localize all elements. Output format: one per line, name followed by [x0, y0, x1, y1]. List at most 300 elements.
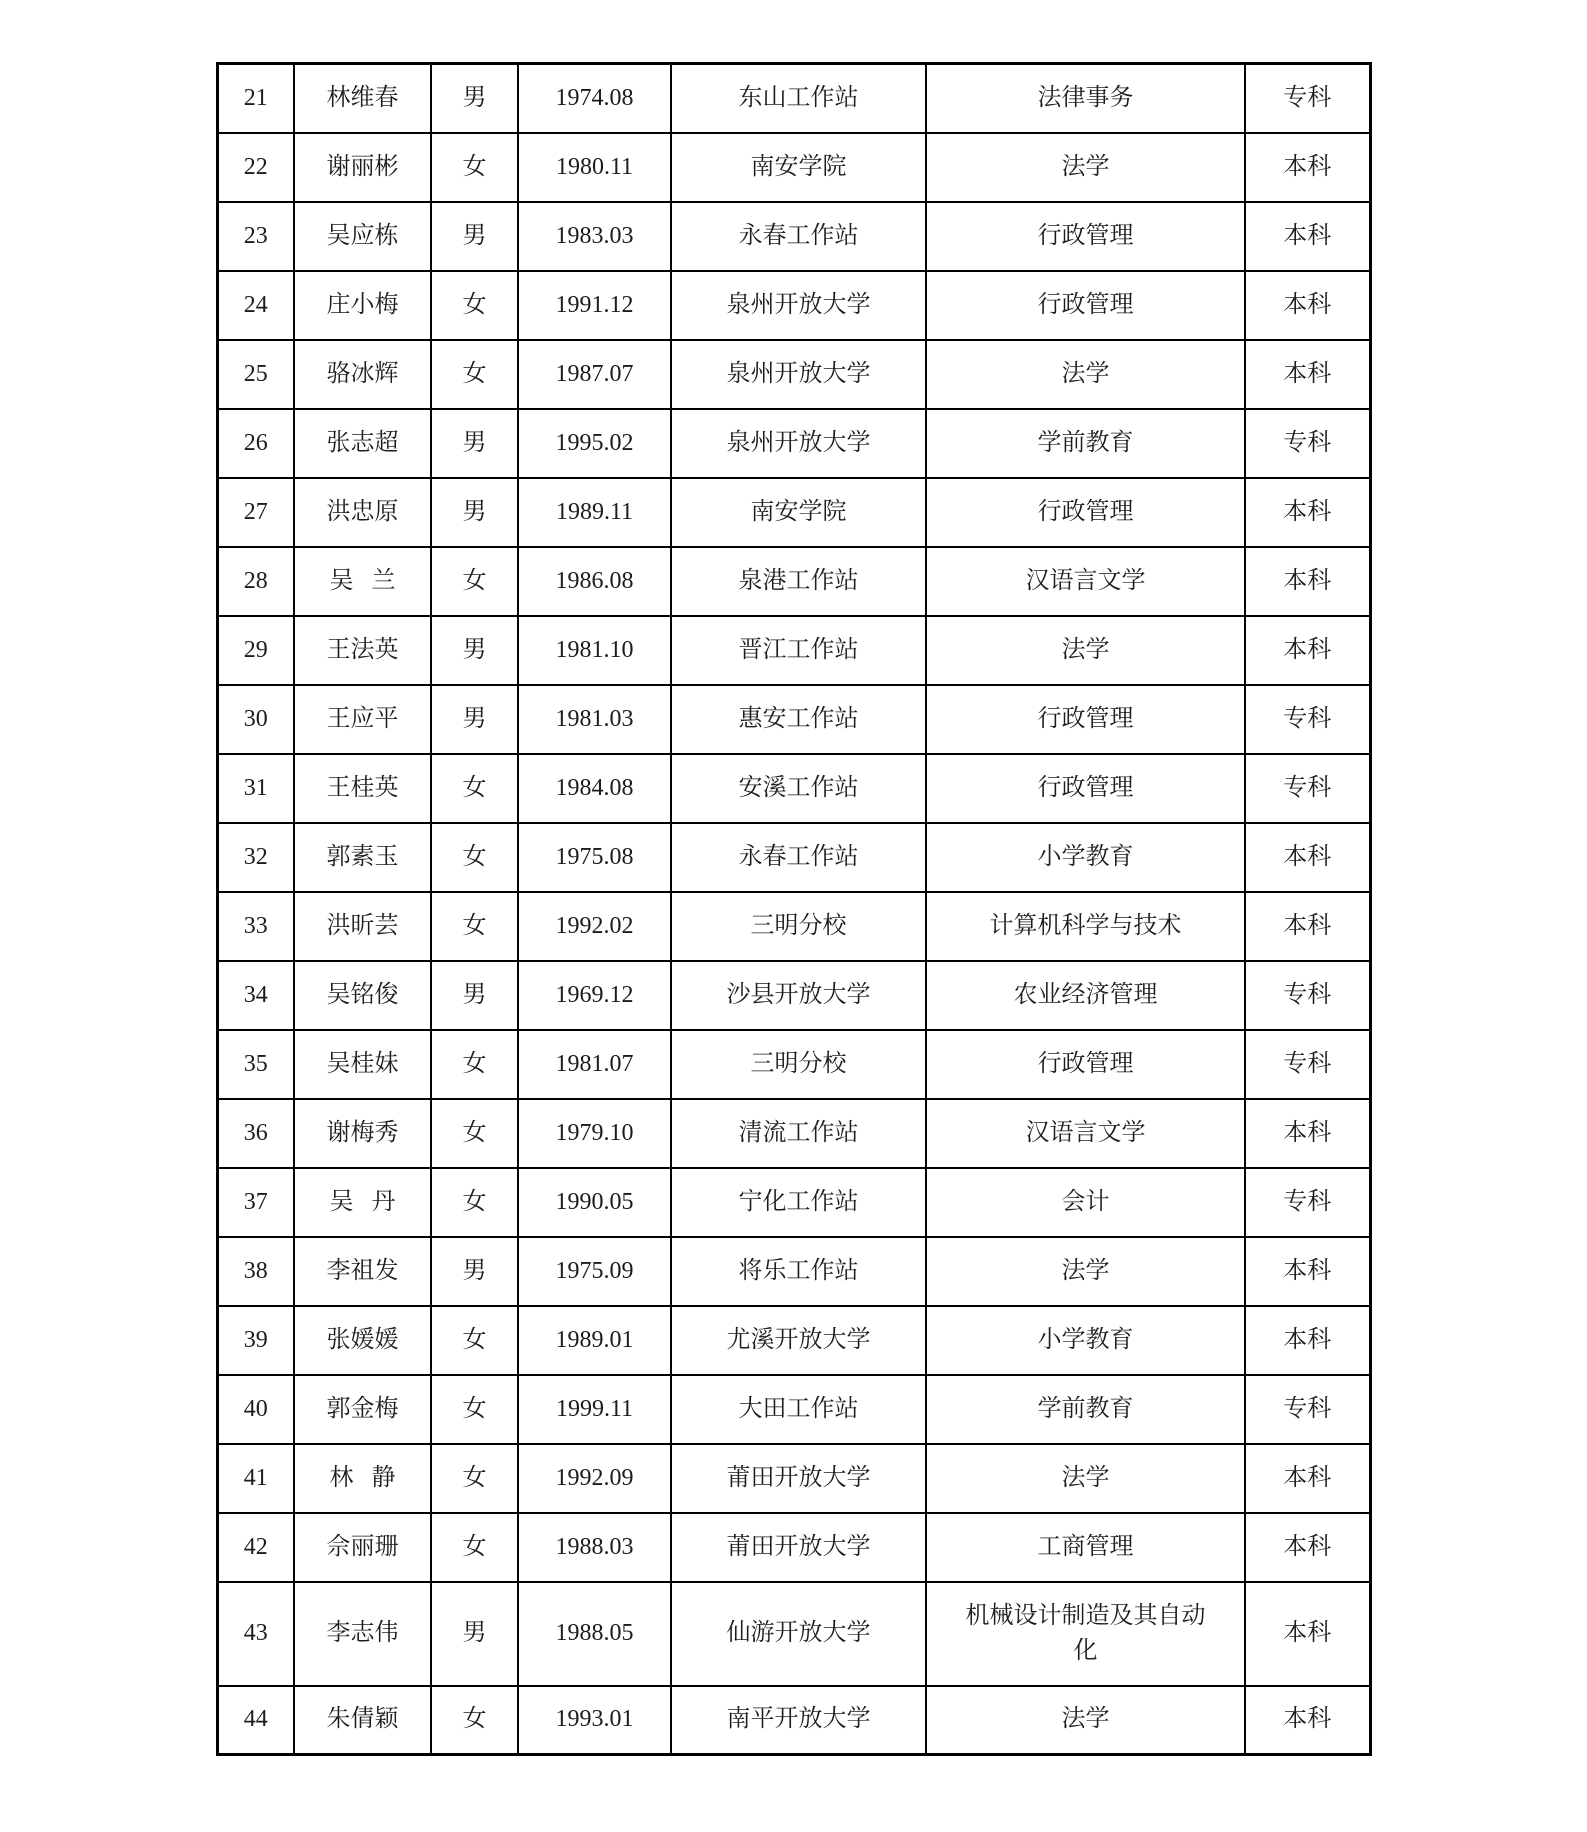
cell-major-text: 行政管理 [1037, 774, 1134, 801]
cell-major-text: 学前教育 [1037, 429, 1134, 456]
table-row [217, 202, 1370, 271]
table-row [217, 961, 1370, 1030]
cell-station-text: 尤溪开放大学 [726, 1326, 871, 1353]
cell-birthdate [518, 409, 671, 478]
cell-education [1245, 1444, 1370, 1513]
cell-index-text: 32 [243, 843, 268, 870]
cell-station [671, 1686, 926, 1755]
cell-education [1245, 1513, 1370, 1582]
cell-birthdate [518, 1306, 671, 1375]
cell-major [926, 1686, 1245, 1755]
cell-birthdate-text: 1984.08 [555, 774, 634, 801]
cell-birthdate-text: 1988.05 [555, 1620, 634, 1647]
cell-station [671, 478, 926, 547]
cell-index-text: 36 [243, 1119, 268, 1146]
cell-education-text: 专科 [1283, 981, 1332, 1008]
cell-birthdate-text: 1987.07 [555, 360, 634, 387]
cell-birthdate [518, 1444, 671, 1513]
cell-education-text: 本科 [1283, 360, 1332, 387]
cell-birthdate [518, 202, 671, 271]
cell-gender-text: 男 [462, 222, 487, 249]
cell-major-text: 法学 [1061, 153, 1110, 180]
cell-birthdate [518, 1582, 671, 1686]
table-row [217, 1237, 1370, 1306]
cell-birthdate-text: 1986.08 [555, 567, 634, 594]
cell-station [671, 961, 926, 1030]
cell-station-text: 东山工作站 [738, 84, 859, 111]
cell-major [926, 685, 1245, 754]
cell-index-text: 31 [243, 774, 268, 801]
cell-name [294, 1099, 431, 1168]
cell-education-text: 专科 [1283, 429, 1332, 456]
cell-major-text: 法律事务 [1037, 84, 1134, 111]
cell-name [294, 1686, 431, 1755]
cell-education [1245, 340, 1370, 409]
cell-station-text: 大田工作站 [738, 1395, 859, 1422]
table-row [217, 823, 1370, 892]
cell-index-text: 40 [243, 1395, 268, 1422]
cell-name [294, 1513, 431, 1582]
cell-gender-text: 男 [462, 498, 487, 525]
cell-index-text: 22 [243, 153, 268, 180]
cell-birthdate-text: 1975.09 [555, 1257, 634, 1284]
cell-education [1245, 271, 1370, 340]
table-row [217, 340, 1370, 409]
cell-education [1245, 1168, 1370, 1237]
cell-index [217, 271, 294, 340]
cell-education-text: 本科 [1283, 1533, 1332, 1560]
cell-birthdate-text: 1981.07 [555, 1050, 634, 1077]
cell-index-text: 29 [243, 636, 268, 663]
table-row [217, 1306, 1370, 1375]
cell-gender-text: 女 [462, 1395, 487, 1422]
cell-major-text: 法学 [1061, 1706, 1110, 1733]
cell-gender [431, 64, 518, 133]
cell-major [926, 1099, 1245, 1168]
table-body [217, 64, 1370, 1755]
cell-major-text: 会计 [1061, 1188, 1110, 1215]
cell-name [294, 133, 431, 202]
cell-station [671, 616, 926, 685]
roster-table [216, 62, 1372, 1756]
table-row [217, 478, 1370, 547]
cell-major-text: 法学 [1061, 1257, 1110, 1284]
cell-index-text: 38 [243, 1257, 268, 1284]
cell-name [294, 271, 431, 340]
cell-index [217, 547, 294, 616]
cell-index [217, 202, 294, 271]
cell-major [926, 1375, 1245, 1444]
cell-education-text: 本科 [1283, 567, 1332, 594]
cell-name-text: 洪昕芸 [326, 912, 399, 939]
cell-major [926, 1030, 1245, 1099]
cell-major [926, 133, 1245, 202]
cell-major-text: 计算机科学与技术 [989, 912, 1182, 939]
cell-major-text: 法学 [1061, 360, 1110, 387]
cell-birthdate-text: 1992.02 [555, 912, 634, 939]
cell-station [671, 202, 926, 271]
table-row [217, 1686, 1370, 1755]
cell-gender-text: 女 [462, 1706, 487, 1733]
cell-gender [431, 340, 518, 409]
cell-station-text: 南平开放大学 [726, 1706, 871, 1733]
cell-gender-text: 女 [462, 567, 487, 594]
cell-education-text: 专科 [1283, 84, 1332, 111]
cell-index-text: 44 [243, 1706, 268, 1733]
cell-education-text: 本科 [1283, 1464, 1332, 1491]
cell-birthdate [518, 685, 671, 754]
cell-gender-text: 女 [462, 1326, 487, 1353]
cell-major [926, 547, 1245, 616]
cell-major-text: 法学 [1061, 1464, 1110, 1491]
cell-station-text: 泉州开放大学 [726, 429, 871, 456]
cell-name-text: 林静 [329, 1464, 414, 1491]
cell-name [294, 1582, 431, 1686]
cell-index [217, 685, 294, 754]
cell-birthdate-text: 1989.11 [555, 498, 634, 525]
cell-name [294, 1168, 431, 1237]
cell-name [294, 1375, 431, 1444]
cell-station [671, 754, 926, 823]
cell-major [926, 1444, 1245, 1513]
table-row [217, 685, 1370, 754]
cell-index-text: 26 [243, 429, 268, 456]
cell-station-text: 晋江工作站 [738, 636, 859, 663]
cell-station-text: 安溪工作站 [738, 774, 859, 801]
cell-station-text: 永春工作站 [738, 843, 859, 870]
cell-major [926, 1168, 1245, 1237]
cell-name-text: 吴桂妹 [326, 1050, 399, 1077]
cell-name [294, 1237, 431, 1306]
cell-major [926, 340, 1245, 409]
cell-birthdate-text: 1979.10 [555, 1119, 634, 1146]
cell-station-text: 南安学院 [750, 498, 847, 525]
cell-major-text: 行政管理 [1037, 705, 1134, 732]
cell-education-text: 专科 [1283, 1188, 1332, 1215]
cell-index-text: 28 [243, 567, 268, 594]
cell-station-text: 泉港工作站 [738, 567, 859, 594]
cell-name-text: 张志超 [326, 429, 399, 456]
cell-major [926, 892, 1245, 961]
cell-education-text: 专科 [1283, 1395, 1332, 1422]
cell-gender-text: 女 [462, 1188, 487, 1215]
cell-name [294, 547, 431, 616]
cell-index [217, 340, 294, 409]
cell-birthdate-text: 1981.03 [555, 705, 634, 732]
cell-gender-text: 男 [462, 1257, 487, 1284]
cell-station [671, 1306, 926, 1375]
cell-gender-text: 男 [462, 429, 487, 456]
cell-education [1245, 478, 1370, 547]
cell-education [1245, 1582, 1370, 1686]
cell-education-text: 本科 [1283, 222, 1332, 249]
cell-gender [431, 961, 518, 1030]
cell-education-text: 本科 [1283, 291, 1332, 318]
cell-gender-text: 女 [462, 1119, 487, 1146]
table-row [217, 1582, 1370, 1686]
cell-station-text: 三明分校 [750, 1050, 847, 1077]
cell-major [926, 202, 1245, 271]
cell-name-text: 朱倩颖 [326, 1706, 399, 1733]
cell-gender-text: 女 [462, 153, 487, 180]
cell-index-text: 37 [243, 1188, 268, 1215]
cell-station-text: 莆田开放大学 [726, 1533, 871, 1560]
cell-birthdate-text: 1988.03 [555, 1533, 634, 1560]
cell-name [294, 685, 431, 754]
cell-name [294, 1306, 431, 1375]
cell-major-text: 学前教育 [1037, 1395, 1134, 1422]
cell-gender [431, 1168, 518, 1237]
cell-index [217, 1444, 294, 1513]
cell-name-text: 骆冰辉 [326, 360, 399, 387]
table-row [217, 409, 1370, 478]
cell-station [671, 547, 926, 616]
cell-gender [431, 1686, 518, 1755]
cell-education [1245, 547, 1370, 616]
cell-gender [431, 823, 518, 892]
cell-name-text: 王桂英 [326, 774, 399, 801]
cell-major-text: 汉语言文学 [1025, 567, 1146, 594]
cell-major-text: 行政管理 [1037, 291, 1134, 318]
cell-birthdate-text: 1990.05 [555, 1188, 634, 1215]
cell-index-text: 23 [243, 222, 268, 249]
cell-gender [431, 1513, 518, 1582]
cell-name-text: 王法英 [326, 636, 399, 663]
cell-education-text: 本科 [1283, 1620, 1332, 1647]
cell-education-text: 本科 [1283, 153, 1332, 180]
cell-name [294, 202, 431, 271]
cell-birthdate [518, 271, 671, 340]
cell-index-text: 24 [243, 291, 268, 318]
cell-index [217, 478, 294, 547]
cell-gender-text: 女 [462, 912, 487, 939]
cell-gender-text: 女 [462, 774, 487, 801]
cell-index-text: 30 [243, 705, 268, 732]
cell-major-text: 农业经济管理 [1013, 981, 1158, 1008]
cell-index [217, 1306, 294, 1375]
cell-name [294, 409, 431, 478]
cell-index [217, 1237, 294, 1306]
cell-station [671, 1582, 926, 1686]
cell-birthdate-text: 1991.12 [555, 291, 634, 318]
cell-index [217, 64, 294, 133]
cell-education-text: 本科 [1283, 1706, 1332, 1733]
cell-birthdate [518, 547, 671, 616]
cell-gender-text: 男 [462, 636, 487, 663]
cell-major-text: 法学 [1061, 636, 1110, 663]
cell-major-text: 工商管理 [1037, 1533, 1134, 1560]
cell-education [1245, 1030, 1370, 1099]
cell-education-text: 本科 [1283, 1257, 1332, 1284]
cell-gender [431, 1237, 518, 1306]
cell-birthdate-text: 1969.12 [555, 981, 634, 1008]
cell-birthdate [518, 1513, 671, 1582]
cell-education-text: 本科 [1283, 1119, 1332, 1146]
cell-major [926, 271, 1245, 340]
cell-gender [431, 547, 518, 616]
cell-station-text: 莆田开放大学 [726, 1464, 871, 1491]
cell-education [1245, 133, 1370, 202]
cell-education-text: 本科 [1283, 843, 1332, 870]
cell-gender-text: 女 [462, 1464, 487, 1491]
table-row [217, 616, 1370, 685]
cell-gender [431, 1444, 518, 1513]
cell-birthdate-text: 1983.03 [555, 222, 634, 249]
cell-gender-text: 女 [462, 360, 487, 387]
cell-education [1245, 961, 1370, 1030]
cell-education-text: 专科 [1283, 1050, 1332, 1077]
cell-index-text: 25 [243, 360, 268, 387]
cell-education [1245, 409, 1370, 478]
cell-index [217, 1582, 294, 1686]
cell-name [294, 340, 431, 409]
cell-education-text: 专科 [1283, 774, 1332, 801]
cell-education [1245, 892, 1370, 961]
cell-name-text: 谢丽彬 [326, 153, 399, 180]
cell-education [1245, 64, 1370, 133]
cell-major-text: 行政管理 [1037, 498, 1134, 525]
cell-index-text: 39 [243, 1326, 268, 1353]
cell-index [217, 823, 294, 892]
cell-gender [431, 754, 518, 823]
cell-birthdate-text: 1992.09 [555, 1464, 634, 1491]
cell-index [217, 1099, 294, 1168]
cell-index [217, 754, 294, 823]
cell-index-text: 34 [243, 981, 268, 1008]
cell-education [1245, 1686, 1370, 1755]
cell-birthdate-text: 1981.10 [555, 636, 634, 663]
cell-name-text: 佘丽珊 [326, 1533, 399, 1560]
cell-birthdate [518, 133, 671, 202]
cell-gender [431, 616, 518, 685]
cell-station [671, 133, 926, 202]
cell-gender-text: 女 [462, 843, 487, 870]
cell-index-text: 21 [243, 84, 268, 111]
cell-index [217, 1168, 294, 1237]
cell-major-text: 机械设计制造及其自动化 [965, 1602, 1206, 1664]
cell-name [294, 64, 431, 133]
cell-name [294, 1030, 431, 1099]
cell-station [671, 409, 926, 478]
cell-index [217, 1513, 294, 1582]
cell-education [1245, 823, 1370, 892]
cell-gender-text: 男 [462, 705, 487, 732]
cell-station-text: 永春工作站 [738, 222, 859, 249]
cell-major-text: 行政管理 [1037, 1050, 1134, 1077]
cell-major-text: 汉语言文学 [1025, 1119, 1146, 1146]
cell-index-text: 43 [243, 1620, 268, 1647]
cell-name-text: 王应平 [326, 705, 399, 732]
cell-station-text: 泉州开放大学 [726, 291, 871, 318]
table-row [217, 892, 1370, 961]
cell-station-text: 三明分校 [750, 912, 847, 939]
cell-index [217, 892, 294, 961]
cell-education-text: 本科 [1283, 912, 1332, 939]
cell-gender [431, 1306, 518, 1375]
cell-birthdate [518, 1237, 671, 1306]
cell-major [926, 823, 1245, 892]
cell-birthdate-text: 1989.01 [555, 1326, 634, 1353]
cell-birthdate [518, 478, 671, 547]
cell-index [217, 409, 294, 478]
cell-gender [431, 1582, 518, 1686]
cell-name-text: 郭金梅 [326, 1395, 399, 1422]
cell-education [1245, 1099, 1370, 1168]
cell-index [217, 133, 294, 202]
cell-major [926, 754, 1245, 823]
cell-birthdate [518, 64, 671, 133]
cell-name [294, 823, 431, 892]
cell-education [1245, 1306, 1370, 1375]
cell-station-text: 清流工作站 [738, 1119, 859, 1146]
cell-gender [431, 409, 518, 478]
cell-birthdate [518, 616, 671, 685]
cell-name-text: 吴应栋 [326, 222, 399, 249]
cell-birthdate-text: 1995.02 [555, 429, 634, 456]
cell-major [926, 409, 1245, 478]
cell-station-text: 惠安工作站 [738, 705, 859, 732]
cell-gender [431, 892, 518, 961]
table-row [217, 1444, 1370, 1513]
cell-index [217, 1686, 294, 1755]
cell-gender-text: 女 [462, 291, 487, 318]
cell-gender [431, 1375, 518, 1444]
cell-station [671, 1513, 926, 1582]
cell-station [671, 823, 926, 892]
cell-gender-text: 男 [462, 1620, 487, 1647]
cell-major-text: 小学教育 [1037, 843, 1134, 870]
cell-name-text: 谢梅秀 [326, 1119, 399, 1146]
cell-station-text: 仙游开放大学 [726, 1620, 871, 1647]
cell-birthdate-text: 1980.11 [555, 153, 634, 180]
cell-gender [431, 1030, 518, 1099]
table-row [217, 64, 1370, 133]
cell-birthdate [518, 1099, 671, 1168]
cell-index-text: 27 [243, 498, 268, 525]
cell-education [1245, 202, 1370, 271]
cell-education [1245, 616, 1370, 685]
cell-station [671, 271, 926, 340]
cell-education-text: 本科 [1283, 1326, 1332, 1353]
cell-gender [431, 685, 518, 754]
cell-birthdate-text: 1999.11 [555, 1395, 634, 1422]
cell-education [1245, 685, 1370, 754]
cell-name-text: 吴兰 [329, 567, 414, 594]
cell-name-text: 吴丹 [329, 1188, 414, 1215]
cell-index-text: 33 [243, 912, 268, 939]
cell-gender-text: 女 [462, 1050, 487, 1077]
cell-major-text: 小学教育 [1037, 1326, 1134, 1353]
cell-major-text: 行政管理 [1037, 222, 1134, 249]
cell-station [671, 685, 926, 754]
cell-name [294, 478, 431, 547]
cell-gender [431, 478, 518, 547]
cell-gender [431, 271, 518, 340]
cell-birthdate [518, 1030, 671, 1099]
cell-education-text: 本科 [1283, 498, 1332, 525]
cell-birthdate [518, 1686, 671, 1755]
cell-gender [431, 133, 518, 202]
cell-education [1245, 754, 1370, 823]
cell-station-text: 南安学院 [750, 153, 847, 180]
cell-name-text: 郭素玉 [326, 843, 399, 870]
table-row [217, 1513, 1370, 1582]
cell-major [926, 64, 1245, 133]
cell-major [926, 1306, 1245, 1375]
cell-station-text: 泉州开放大学 [726, 360, 871, 387]
cell-station [671, 1030, 926, 1099]
cell-birthdate-text: 1974.08 [555, 84, 634, 111]
